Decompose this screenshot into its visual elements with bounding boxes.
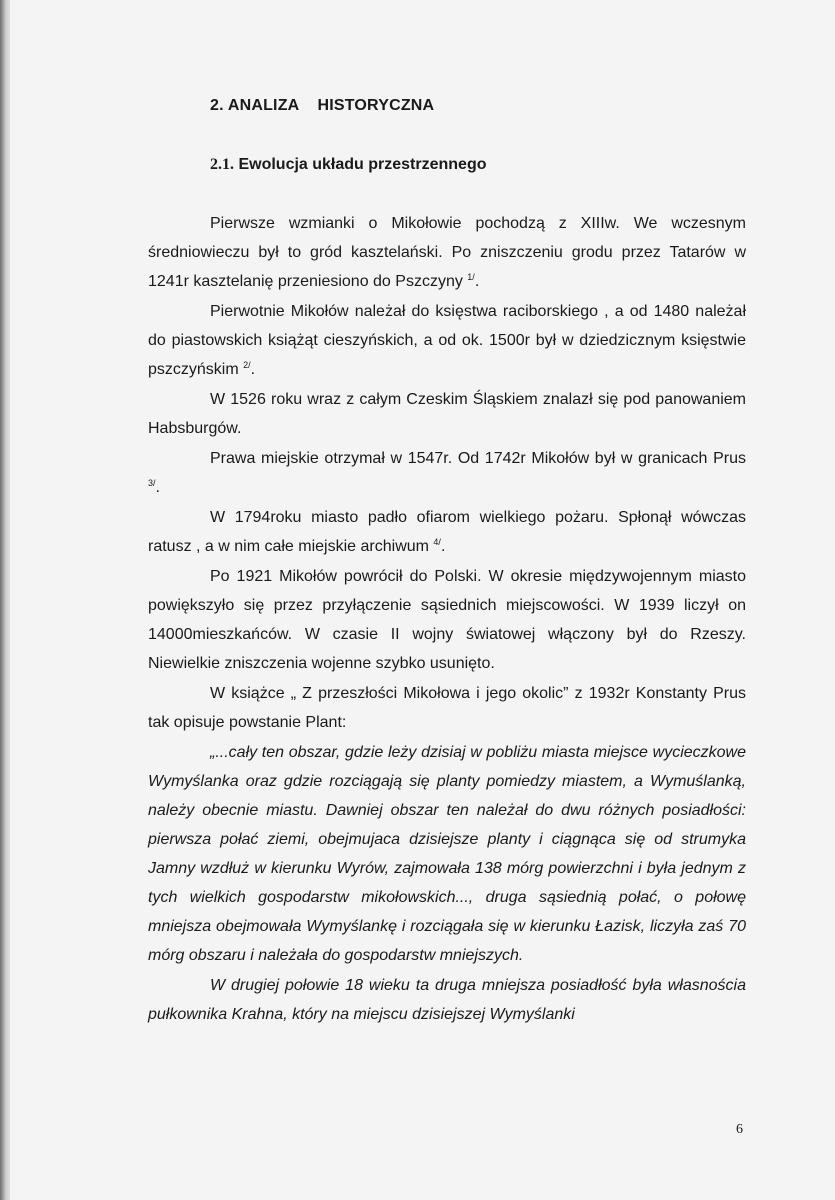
- subheading-text: Ewolucja układu przestrzennego: [238, 156, 487, 173]
- paragraph: [148, 503, 746, 561]
- footnote-ref: 2/: [243, 360, 251, 370]
- paragraph-text: W 1526 roku wraz z całym Czeskim Śląskiem znalazł się pod panowaniem Habsburgów.: [148, 391, 746, 437]
- document-page: [10, 0, 835, 1200]
- heading-number: 2.: [210, 97, 224, 114]
- quote-paragraph: W drugiej połowie 18 wieku ta druga mniejsza posiadłość była własnościa pułkownika Krahna, który na miejscu dzisiejszej Wymyślanki: [148, 977, 746, 1023]
- paragraph-text: Pierwotnie Mikołów należał do księstwa raciborskiego , a od 1480 należał do piastowskich książąt cieszyńskich, a od ok. 1500r był w dziedzicznym księstwie pszczyńskim: [148, 303, 746, 378]
- paragraph: [148, 444, 746, 502]
- paragraph-end: .: [440, 538, 446, 555]
- body-text: [148, 209, 746, 1030]
- paragraph: [148, 209, 746, 296]
- heading-word-1: ANALIZA: [227, 97, 300, 114]
- paragraph-end: .: [474, 273, 480, 290]
- footnote-ref: 4/: [433, 537, 441, 547]
- subheading-number: 2.1.: [210, 156, 234, 173]
- paragraph-text: W książce „ Z przeszłości Mikołowa i jego okolic” z 1932r Konstanty Prus tak opisuje powstanie Plant:: [148, 685, 746, 731]
- footnote-ref: 3/: [148, 478, 156, 488]
- paragraph: [148, 385, 746, 443]
- paragraph-end: .: [155, 479, 160, 496]
- paragraph-text: Po 1921 Mikołów powrócił do Polski. W okresie międzywojennym miasto powiększyło się przez przyłączenie sąsiednich miejscowości. W 1939 liczył on 14000mieszkańców. W czasie II wojny światowej włączony był do Rzeszy. Niewielkie zniszczenia wojenne szybko usunięto.: [148, 568, 746, 672]
- paragraph-end: .: [250, 361, 256, 378]
- subsection-heading: [210, 156, 487, 174]
- paragraph-text: Pierwsze wzmianki o Mikołowie pochodzą z XIIIw. We wczesnym średniowieczu był to gród kasztelański. Po zniszczeniu grodu przez Tatarów w 1241r kasztelanię przeniesiono do Pszczyny: [148, 215, 746, 290]
- footnote-ref: 1/: [467, 272, 475, 282]
- heading-word-2: HISTORYCZNA: [317, 97, 435, 114]
- paragraph-text: W 1794roku miasto padło ofiarom wielkiego pożaru. Spłonął wówczas ratusz , a w nim całe miejskie archiwum: [148, 509, 746, 555]
- paragraph: [148, 679, 746, 737]
- paragraph: [148, 297, 746, 384]
- section-heading: [210, 97, 434, 115]
- paragraph: [148, 562, 746, 678]
- quote-paragraph: „...cały ten obszar, gdzie leży dzisiaj w pobliżu miasta miejsce wycieczkowe Wymyślanka oraz gdzie rozciągają się planty pomiedzy miastem, a Wymuślanką, należy obecnie miastu. Dawniej obszar ten należał do dwu różnych posiadłości: pierwsza połać ziemi, obejmujaca dzisiejsze planty i ciągnąca się od strumyka Jamny wzdłuż w kierunku Wyrów, zajmowała 138 mórg powierzchni i była jednym z tych wielkich gospodarstw mikołowskich..., druga sąsiednią połać, o połowę mniejsza obejmowała Wymyślankę i rozciągała się w kierunku Łazisk, liczyła zaś 70 mórg obszaru i należała do gospodarstw mniejszych.: [148, 744, 746, 964]
- page-number: 6: [736, 1122, 743, 1137]
- paragraph-text: Prawa miejskie otrzymał w 1547r. Od 1742r Mikołów był w granicach Prus: [210, 450, 746, 467]
